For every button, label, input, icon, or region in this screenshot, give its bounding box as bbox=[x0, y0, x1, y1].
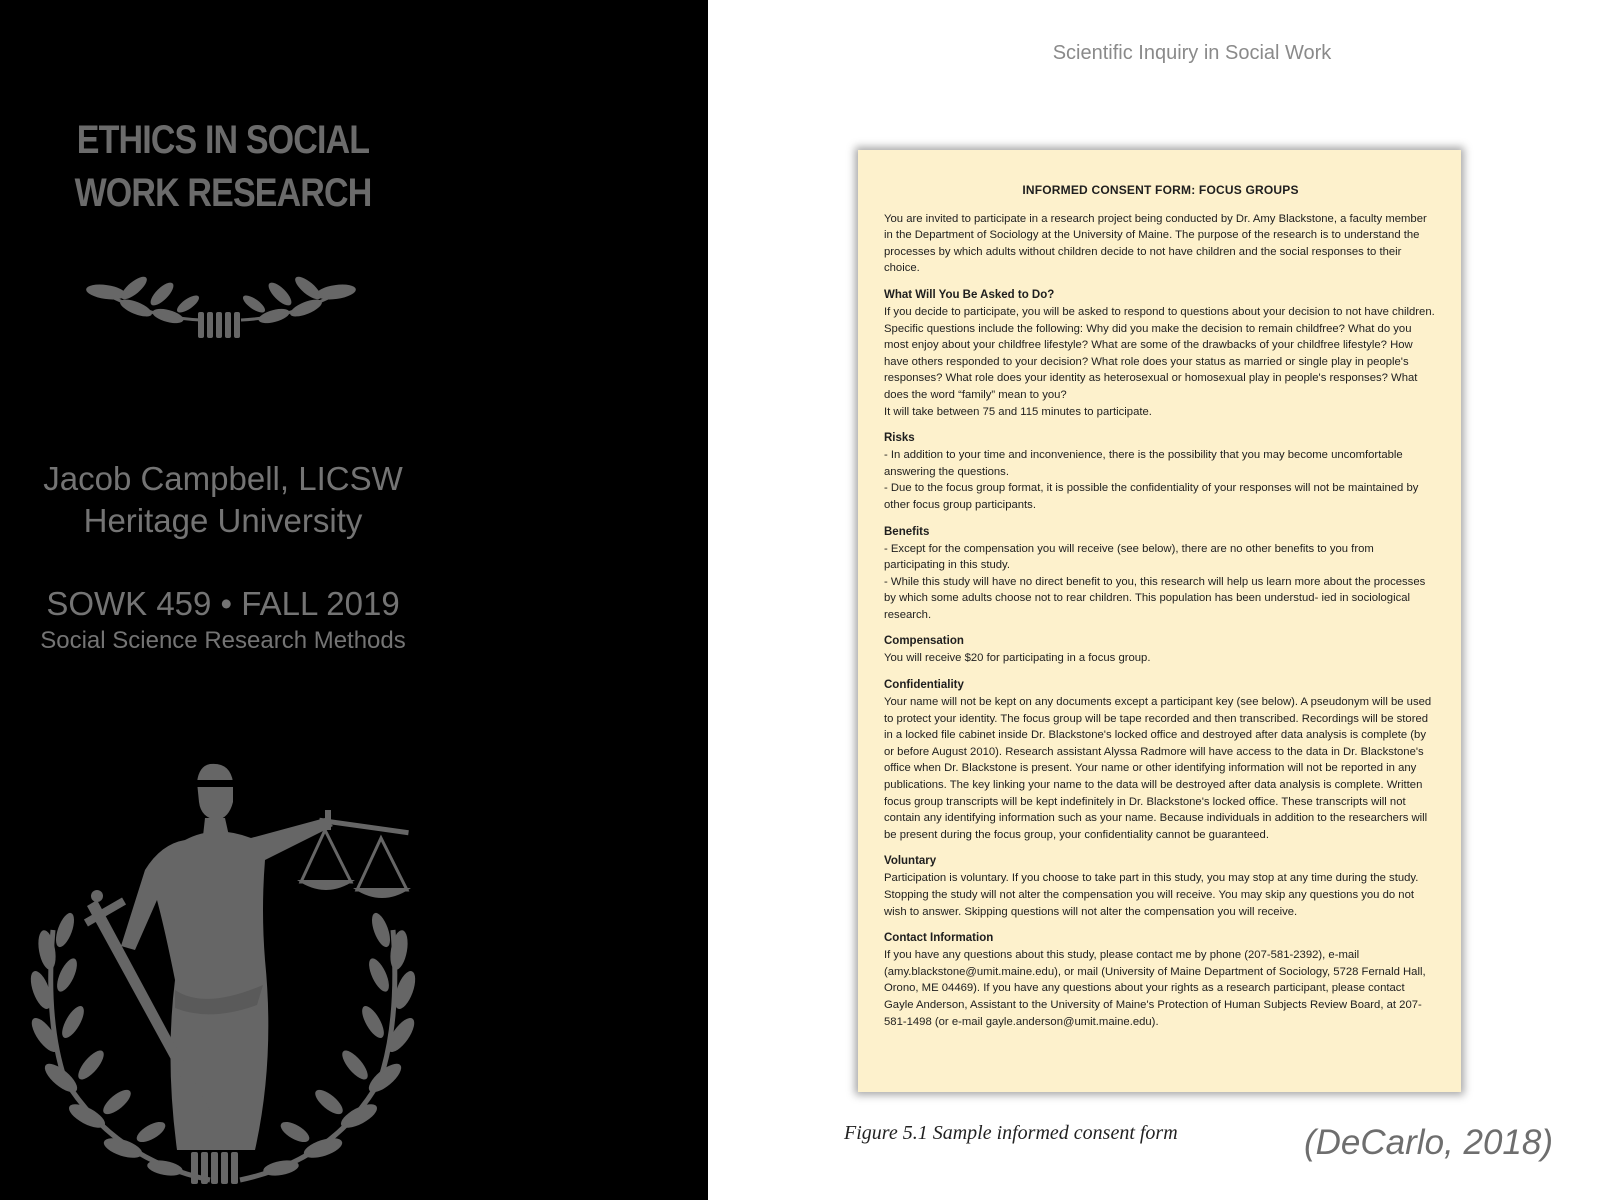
course-subtitle: Social Science Research Methods bbox=[40, 627, 406, 654]
section-heading-benefits: Benefits bbox=[884, 525, 930, 538]
lady-justice-icon bbox=[25, 760, 425, 1190]
slide-title-line-1: ETHICS IN SOCIAL bbox=[76, 118, 370, 162]
page-header: Scientific Inquiry in Social Work bbox=[1052, 42, 1332, 64]
laurel-wreath-icon bbox=[86, 268, 356, 348]
figure-caption: Figure 5.1 Sample informed consent form bbox=[844, 1122, 1178, 1144]
course-code: SOWK 459 • FALL 2019 bbox=[46, 585, 400, 622]
section-text-asked-1: If you decide to participate, you will be asked to respond to questions about your decision to not have children. Specific questions include the following: Why did you make the decision to remain childfree? What do you most enjoy about your childfree lifestyle? What are some of the drawbacks of your childfree lifestyle? How have others responded to your decision? What role does your status as married or single play in people's responses? What role does your identity as heterosexual or homosexual play in people's responses? What does the word “family” mean to you? bbox=[884, 305, 1435, 401]
institution-name: Heritage University bbox=[83, 502, 363, 539]
section-text-asked-2: It will take between 75 and 115 minutes to participate. bbox=[884, 405, 1152, 418]
consent-form-image bbox=[858, 150, 1461, 1092]
section-text-benefits-1: - Except for the compensation you will receive (see below), there are no other benefits to you from participating in this study. bbox=[884, 542, 1374, 572]
citation: (DeCarlo, 2018) bbox=[1304, 1123, 1553, 1162]
slide-title-line-2: WORK RESEARCH bbox=[74, 171, 372, 215]
section-text-benefits-2: - While this study will have no direct benefit to you, this research will help us learn more about the processes by which some adults choose not to rear children. This population has been understud- ied in sociological research. bbox=[884, 575, 1426, 621]
section-text-compensation: You will receive $20 for participating in a focus group. bbox=[884, 652, 1151, 665]
content-panel bbox=[708, 0, 1600, 1200]
section-heading-confidentiality: Confidentiality bbox=[884, 679, 964, 692]
section-text-contact: If you have any questions about this study, please contact me by phone (207-581-2392), e-mail (amy.blackstone@umit.maine.edu), or mail (University of Maine Department of Sociology, 5728 Fernald Hall, Orono, ME 04469). If you have any questions about your rights as a research participant, please contact Gayle Anderson, Assistant to the University of Maine's Protection of Human Subjects Review Board, at 207-581-1498 (or e-mail gayle.anderson@umit.maine.edu). bbox=[884, 949, 1426, 1028]
slide-title bbox=[33, 114, 412, 220]
section-text-confidentiality: Your name will not be kept on any documents except a participant key (see below). A pseudonym will be used to protect your identity. The focus group will be tape recorded and then transcribed. Recordings will be stored in a locked file cabinet inside Dr. Blackstone's locked office and destroyed after data analysis is complete (by or before August 2010). Research assistant Alyssa Radmore will have access to the data in Dr. Blackstone's office when Dr. Blackstone is present. Your name or other identifying information will not be reported in any publications. The key linking your name to the data will be destroyed after data analysis is complete. Written focus group transcripts will be kept indefinitely in Dr. Blackstone's locked office. These transcripts will not contain any identifying information such as your name. Because individuals in addition to the researchers will be present during the focus group, your confidentiality cannot be guaranteed. bbox=[884, 696, 1432, 841]
form-intro: You are invited to participate in a research project being conducted by Dr. Amy Blackstone, a faculty member in the Department of Sociology at the University of Maine. The purpose of the research is to understand the processes by which adults without children decide to not have children and the social responses to their choice. bbox=[884, 212, 1427, 275]
form-title: INFORMED CONSENT FORM: FOCUS GROUPS bbox=[1022, 183, 1299, 197]
section-text-voluntary: Participation is voluntary. If you choose to take part in this study, you may stop at any time during the study. Stopping the study will not alter the compensation you will receive. You may skip any questions you do not wish to answer. Skipping questions will not alter the compensation you will receive. bbox=[884, 872, 1419, 918]
section-heading-asked: What Will You Be Asked to Do? bbox=[884, 288, 1055, 301]
section-heading-contact: Contact Information bbox=[884, 932, 994, 945]
title-panel bbox=[0, 0, 708, 1200]
section-heading-risks: Risks bbox=[884, 432, 915, 445]
section-text-risks-2: - Due to the focus group format, it is possible the confidentiality of your responses will not be maintained by other focus group participants. bbox=[884, 482, 1419, 511]
author-name: Jacob Campbell, LICSW bbox=[43, 460, 403, 497]
author-block bbox=[0, 458, 446, 542]
section-heading-voluntary: Voluntary bbox=[884, 855, 937, 868]
section-heading-compensation: Compensation bbox=[884, 635, 964, 648]
section-text-risks-1: - In addition to your time and inconvenience, there is the possibility that you may become uncomfortable answering the questions. bbox=[884, 449, 1403, 478]
